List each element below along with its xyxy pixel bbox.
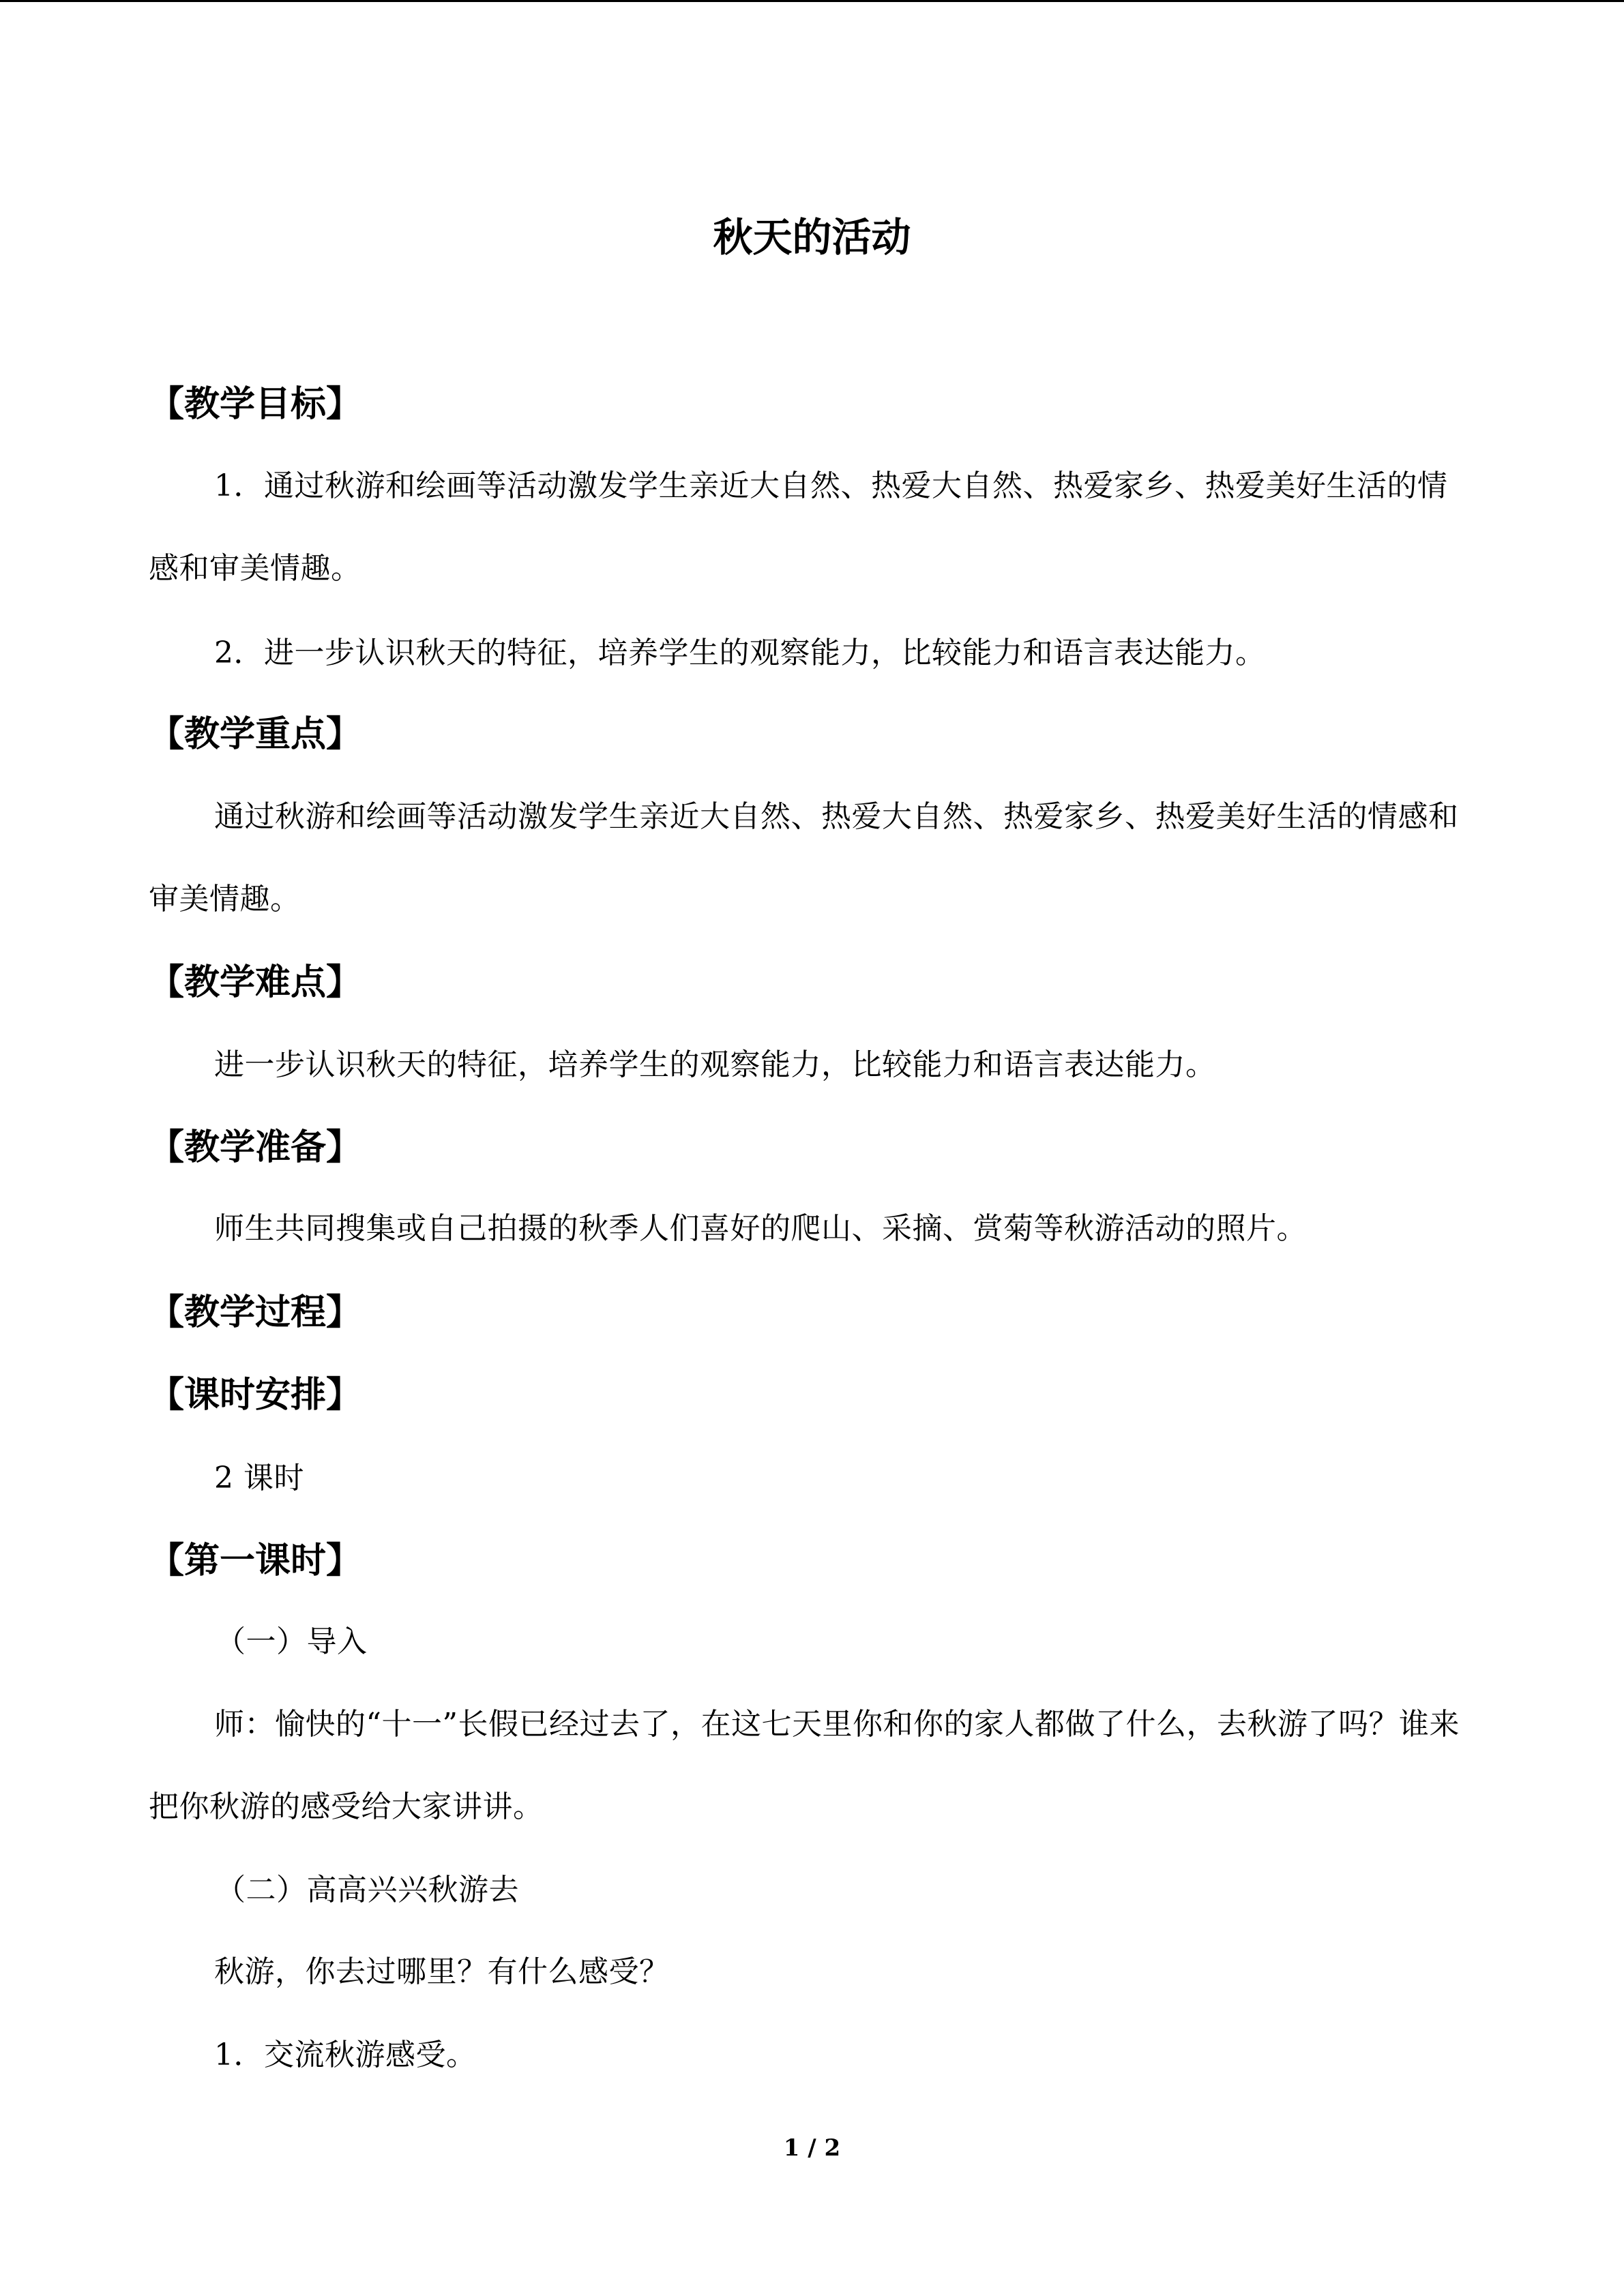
key-points-text: 通过秋游和绘画等活动激发学生亲近大自然、热爱大自然、热爱家乡、热爱美好生活的情感和审美情趣。 <box>149 799 1459 916</box>
preparation-text: 师生共同搜集或自己拍摄的秋季人们喜好的爬山、采摘、赏菊等秋游活动的照片。 <box>214 1211 1307 1246</box>
intro-text: 师：愉快的“十一”长假已经过去了，在这七天里你和你的家人都做了什么，去秋游了吗？谁来把你秋游的感受给大家讲讲。 <box>149 1707 1460 1824</box>
outing-question: 秋游，你去过哪里？有什么感受？ <box>214 1954 670 1989</box>
objectives-heading: 【教学目标】 <box>149 384 362 425</box>
objective-1-text: 1．通过秋游和绘画等活动激发学生亲近大自然、热爱大自然、热爱家乡、热爱美好生活的情感和审美情趣。 <box>149 468 1448 586</box>
lesson-1-heading: 【第一课时】 <box>149 1540 362 1581</box>
schedule-heading: 【课时安排】 <box>149 1375 362 1416</box>
outing-label: （二）高高兴兴秋游去 <box>216 1873 519 1907</box>
key-points-heading: 【教学重点】 <box>149 714 362 755</box>
document-title: 秋天的活动 <box>713 214 911 260</box>
difficulties-heading: 【教学难点】 <box>149 962 362 1003</box>
intro-label: （一）导入 <box>216 1624 368 1659</box>
objective-2-text: 2．进一步认识秋天的特征，培养学生的观察能力，比较能力和语言表达能力。 <box>214 636 1266 670</box>
process-heading: 【教学过程】 <box>149 1292 362 1333</box>
outing-step-1: 1．交流秋游感受。 <box>214 2038 477 2072</box>
page-number: 1 / 2 <box>783 2134 841 2162</box>
difficulties-text: 进一步认识秋天的特征，培养学生的观察能力，比较能力和语言表达能力。 <box>214 1047 1216 1082</box>
schedule-text: 2 课时 <box>214 1461 304 1495</box>
preparation-heading: 【教学准备】 <box>149 1127 362 1168</box>
